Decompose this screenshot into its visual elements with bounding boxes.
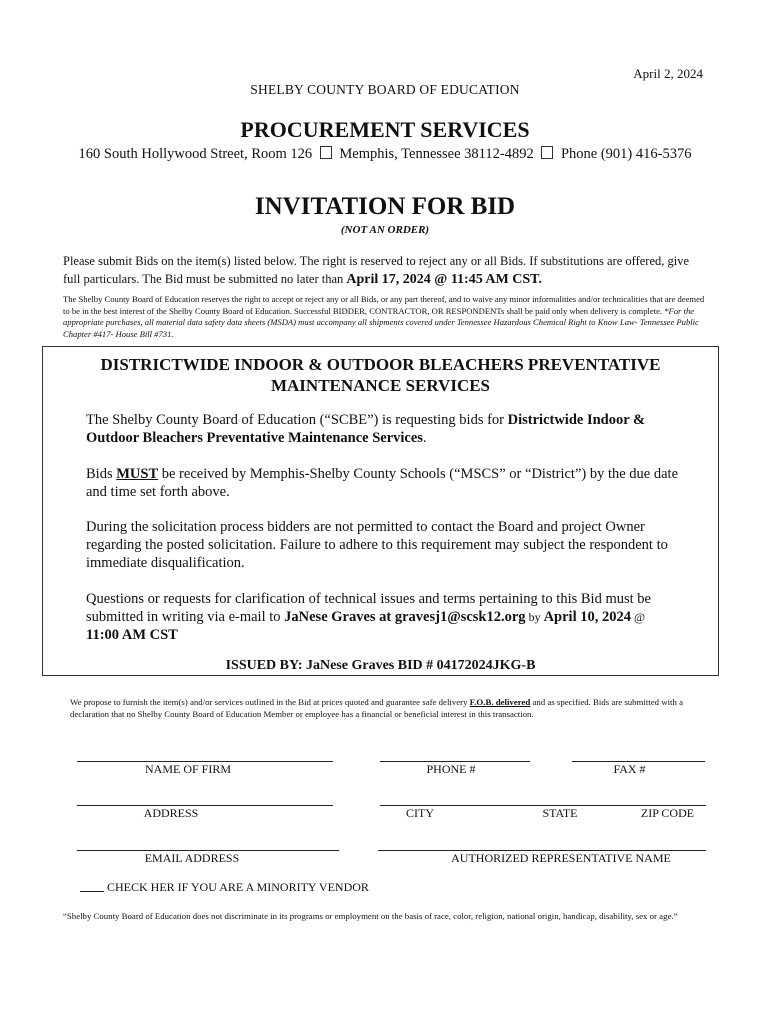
must-emphasis: MUST: [116, 466, 159, 482]
request-paragraph: [86, 411, 696, 447]
must-text: be received by Memphis-Shelby County Schools (“MSCS” or “District”) by the due date and time set forth above.: [86, 466, 679, 500]
intro-paragraph: [63, 252, 708, 289]
request-text: The Shelby County Board of Education (“SCBE”) is requesting bids for: [86, 412, 508, 428]
questions-deadline-time: 11:00 AM CST: [86, 627, 178, 643]
document-title: INVITATION FOR BID: [254, 193, 516, 220]
reservation-paragraph: [63, 294, 708, 340]
reservation-text: The Shelby County Board of Education reserves the right to accept or reject any or all Bids, or any part thereof, and to waive any minor informalities and/or technicalities that are deemed to be in the best interest of the Shelby County Board of Education. Successful BIDDER, CONTRACTOR, OR RESPONDENTs shall be paid only when delivery is complete.: [63, 294, 705, 316]
must-lead: Bids: [86, 466, 117, 482]
issued-by: ISSUED BY: JaNese Graves BID # 04172024JKG-B: [225, 658, 536, 673]
questions-at: @: [630, 610, 646, 624]
document-subtitle: (NOT AN ORDER): [340, 224, 430, 236]
zip-label: ZIP CODE: [640, 806, 695, 820]
email-label: EMAIL ADDRESS: [144, 851, 240, 865]
request-period: .: [422, 430, 427, 446]
phone-number: Phone (901) 416-5376: [560, 146, 692, 162]
intro-text: Please submit Bids on the item(s) listed below. The right is reserved to reject any or all Bids. If substitutions are offered, give full particulars. The Bid must be submitted no later than: [63, 254, 690, 286]
service-name: Districtwide Indoor & Outdoor Bleachers Preventative Maintenance Services: [86, 412, 646, 446]
authorized-rep-label: AUTHORIZED REPRESENTATIVE NAME: [451, 851, 671, 865]
questions-text: Questions or requests for clarification of technical issues and terms pertaining to this Bid must be submitted in writing via e-mail to: [86, 591, 651, 625]
firm-name-label: NAME OF FIRM: [144, 762, 231, 776]
fob-term: F.O.B. delivered: [469, 697, 531, 707]
proposal-declaration: and as specified. Bids are submitted with a declaration that no Shelby County Board of Education Member or employee has a financial or beneficial interest in this transaction.: [70, 697, 683, 719]
bid-title: DISTRICTWIDE INDOOR & OUTDOOR BLEACHERS PREVENTATIVE MAINTENANCE SERVICES: [100, 355, 661, 395]
proposal-text: We propose to furnish the item(s) and/or services outlined in the Bid at prices quoted and guarantee safe delivery: [70, 697, 470, 707]
nondiscrimination-statement: “Shelby County Board of Education does not discriminate in its programs or employment on the basis of race, color, religion, national origin, handicap, disability, sex or age.”: [63, 911, 678, 921]
msds-notice: *For the appropriate purchases, all material data safety data sheets (MSDA) must accompany all shipments covered under Tennessee Hazardous Chemical Right to Know Law- Tennessee Public Chapter #417- House Bill #731.: [63, 305, 699, 339]
phone-label: PHONE #: [426, 762, 476, 776]
bid-deadline: April 17, 2024 @ 11:45 AM CST.: [346, 272, 542, 287]
fax-label: FAX #: [613, 762, 646, 776]
minority-vendor-line: [80, 880, 369, 895]
contact-restriction-paragraph: During the solicitation process bidders are not permitted to contact the Board and project Owner regarding the posted solicitation. Failure to adhere to this requirement may subject the respondent to immediate disqualification.: [86, 519, 668, 571]
department-title: PROCUREMENT SERVICES: [240, 117, 530, 142]
must-paragraph: [86, 465, 696, 501]
city-label: CITY: [406, 806, 434, 820]
minority-label: CHECK HER IF YOU ARE A MINORITY VENDOR: [107, 880, 369, 894]
questions-deadline-date: April 10, 2024: [543, 609, 631, 625]
street-address: 160 South Hollywood Street, Room 126: [78, 146, 313, 162]
board-name: SHELBY COUNTY BOARD OF EDUCATION: [250, 82, 520, 97]
separator-box-icon: [320, 146, 332, 159]
address-label: ADDRESS: [143, 806, 199, 820]
city-address: Memphis, Tennessee 38112-4892: [339, 146, 534, 162]
questions-paragraph: [86, 590, 696, 644]
separator-box-icon: [541, 146, 553, 159]
state-label: STATE: [542, 806, 578, 820]
proposal-statement: [70, 696, 700, 720]
address-line: [0, 146, 770, 163]
contact-email: JaNese Graves at gravesj1@scsk12.org: [284, 609, 526, 625]
document-date: April 2, 2024: [633, 66, 703, 81]
questions-by: by: [525, 610, 544, 624]
minority-checkbox[interactable]: [80, 891, 104, 892]
